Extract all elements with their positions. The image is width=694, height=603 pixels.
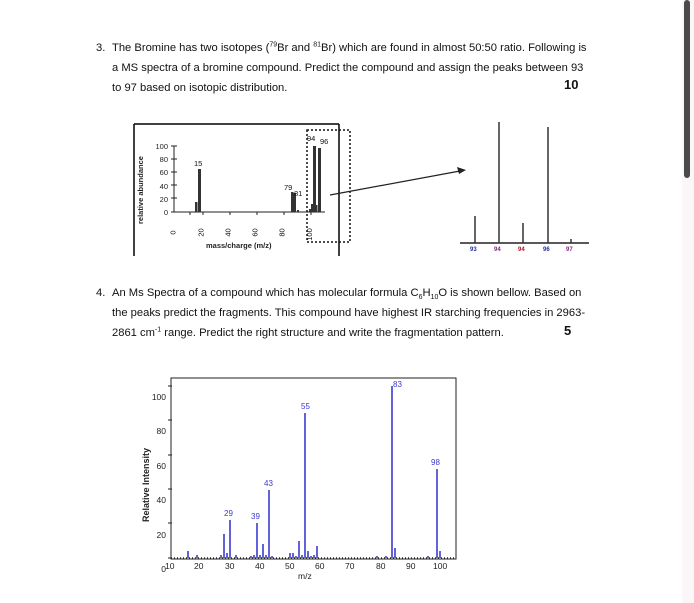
y-tick: 20: [156, 529, 166, 540]
chart1-xlabel: mass/charge (m/z): [206, 241, 272, 250]
q4-text: An Ms Spectra of a compound which has molecular formula C: [112, 287, 419, 299]
chart3-ylabel: Relative Intensity: [141, 447, 151, 522]
expanded-label-97: 97: [566, 247, 573, 253]
y-tick: 0: [161, 564, 166, 575]
question-3-marks: 10: [564, 77, 579, 92]
y-tick: 100: [151, 392, 166, 402]
y-tick: 0: [163, 208, 168, 218]
q4-text: range. Predict the right structure and write the fragmentation pattern.: [161, 327, 504, 339]
peak-label-81: 81: [294, 189, 303, 198]
x-tick: 100: [433, 561, 448, 571]
y-tick: 40: [159, 181, 168, 191]
q4-text: O is shown bellow. Based on: [438, 287, 582, 299]
peak-label-79: 79: [284, 183, 293, 192]
chart3-xlabel: m/z: [298, 571, 312, 581]
question-3-line-3: to 97 based on isotopic distribution.: [112, 82, 288, 94]
question-3-line-2: a MS spectra of a bromine compound. Predict the compound and assign the peaks between 93: [112, 62, 584, 74]
peak-label-29: 29: [224, 509, 233, 518]
q3-text: Br and: [277, 42, 314, 54]
x-tick: 30: [225, 561, 235, 571]
q4-text: H: [422, 287, 431, 299]
peak-label-55: 55: [301, 402, 310, 411]
question-3-number: 3.: [96, 42, 106, 54]
x-tick: 60: [250, 228, 260, 237]
x-tick: 0: [168, 230, 178, 235]
question-4-line-2: the peaks predict the fragments. This compound have highest IR starching frequencies in 2963-: [112, 307, 586, 319]
subscript: 10: [430, 294, 439, 302]
x-tick: 20: [196, 228, 206, 237]
expanded-label-94b: 94: [518, 247, 525, 253]
question-4-number: 4.: [96, 287, 106, 299]
x-tick: 90: [406, 561, 416, 571]
scrollbar-thumb[interactable]: [684, 0, 690, 178]
x-tick: 20: [194, 561, 204, 571]
y-tick: 60: [159, 168, 168, 178]
peak-label-39: 39: [251, 512, 260, 521]
expanded-label-93: 93: [470, 247, 477, 253]
question-4-marks: 5: [564, 323, 572, 338]
x-tick: 10: [165, 561, 175, 571]
y-tick: 100: [155, 142, 168, 151]
isotope-79-superscript: 79: [269, 41, 278, 49]
y-tick: 40: [156, 495, 166, 506]
y-tick: 20: [159, 194, 168, 204]
peak-label-43: 43: [264, 479, 273, 488]
q3-text: Br) which are found in almost 50:50 ratio. Following is: [321, 42, 587, 54]
superscript: -1: [154, 326, 162, 334]
expanded-label-94: 94: [494, 247, 501, 253]
peak-label-96: 96: [320, 137, 329, 146]
peak-label-94: 94: [307, 134, 316, 143]
x-tick: 60: [315, 561, 325, 571]
x-tick: 40: [223, 228, 233, 237]
isotope-81-superscript: 81: [313, 41, 321, 49]
y-tick: 60: [156, 460, 166, 471]
chart3-yticks: [146, 380, 166, 586]
peak-label-83: 83: [393, 380, 402, 389]
peak-label-15: 15: [194, 159, 203, 168]
peak-label-98: 98: [431, 458, 440, 467]
chart1-ylabel: relative abundance: [136, 156, 145, 224]
x-tick: 80: [277, 228, 287, 237]
y-tick: 80: [159, 155, 168, 165]
x-tick: 70: [345, 561, 355, 571]
q4-text: 2861 cm: [112, 327, 155, 339]
x-tick: 50: [285, 561, 295, 571]
x-tick: 40: [255, 561, 265, 571]
expanded-label-96: 96: [543, 247, 550, 253]
x-tick: 100: [304, 228, 314, 241]
y-tick: 80: [156, 426, 166, 437]
subscript: 6: [418, 294, 423, 302]
x-tick: 80: [376, 561, 386, 571]
q3-text: The Bromine has two isotopes (: [112, 42, 270, 54]
